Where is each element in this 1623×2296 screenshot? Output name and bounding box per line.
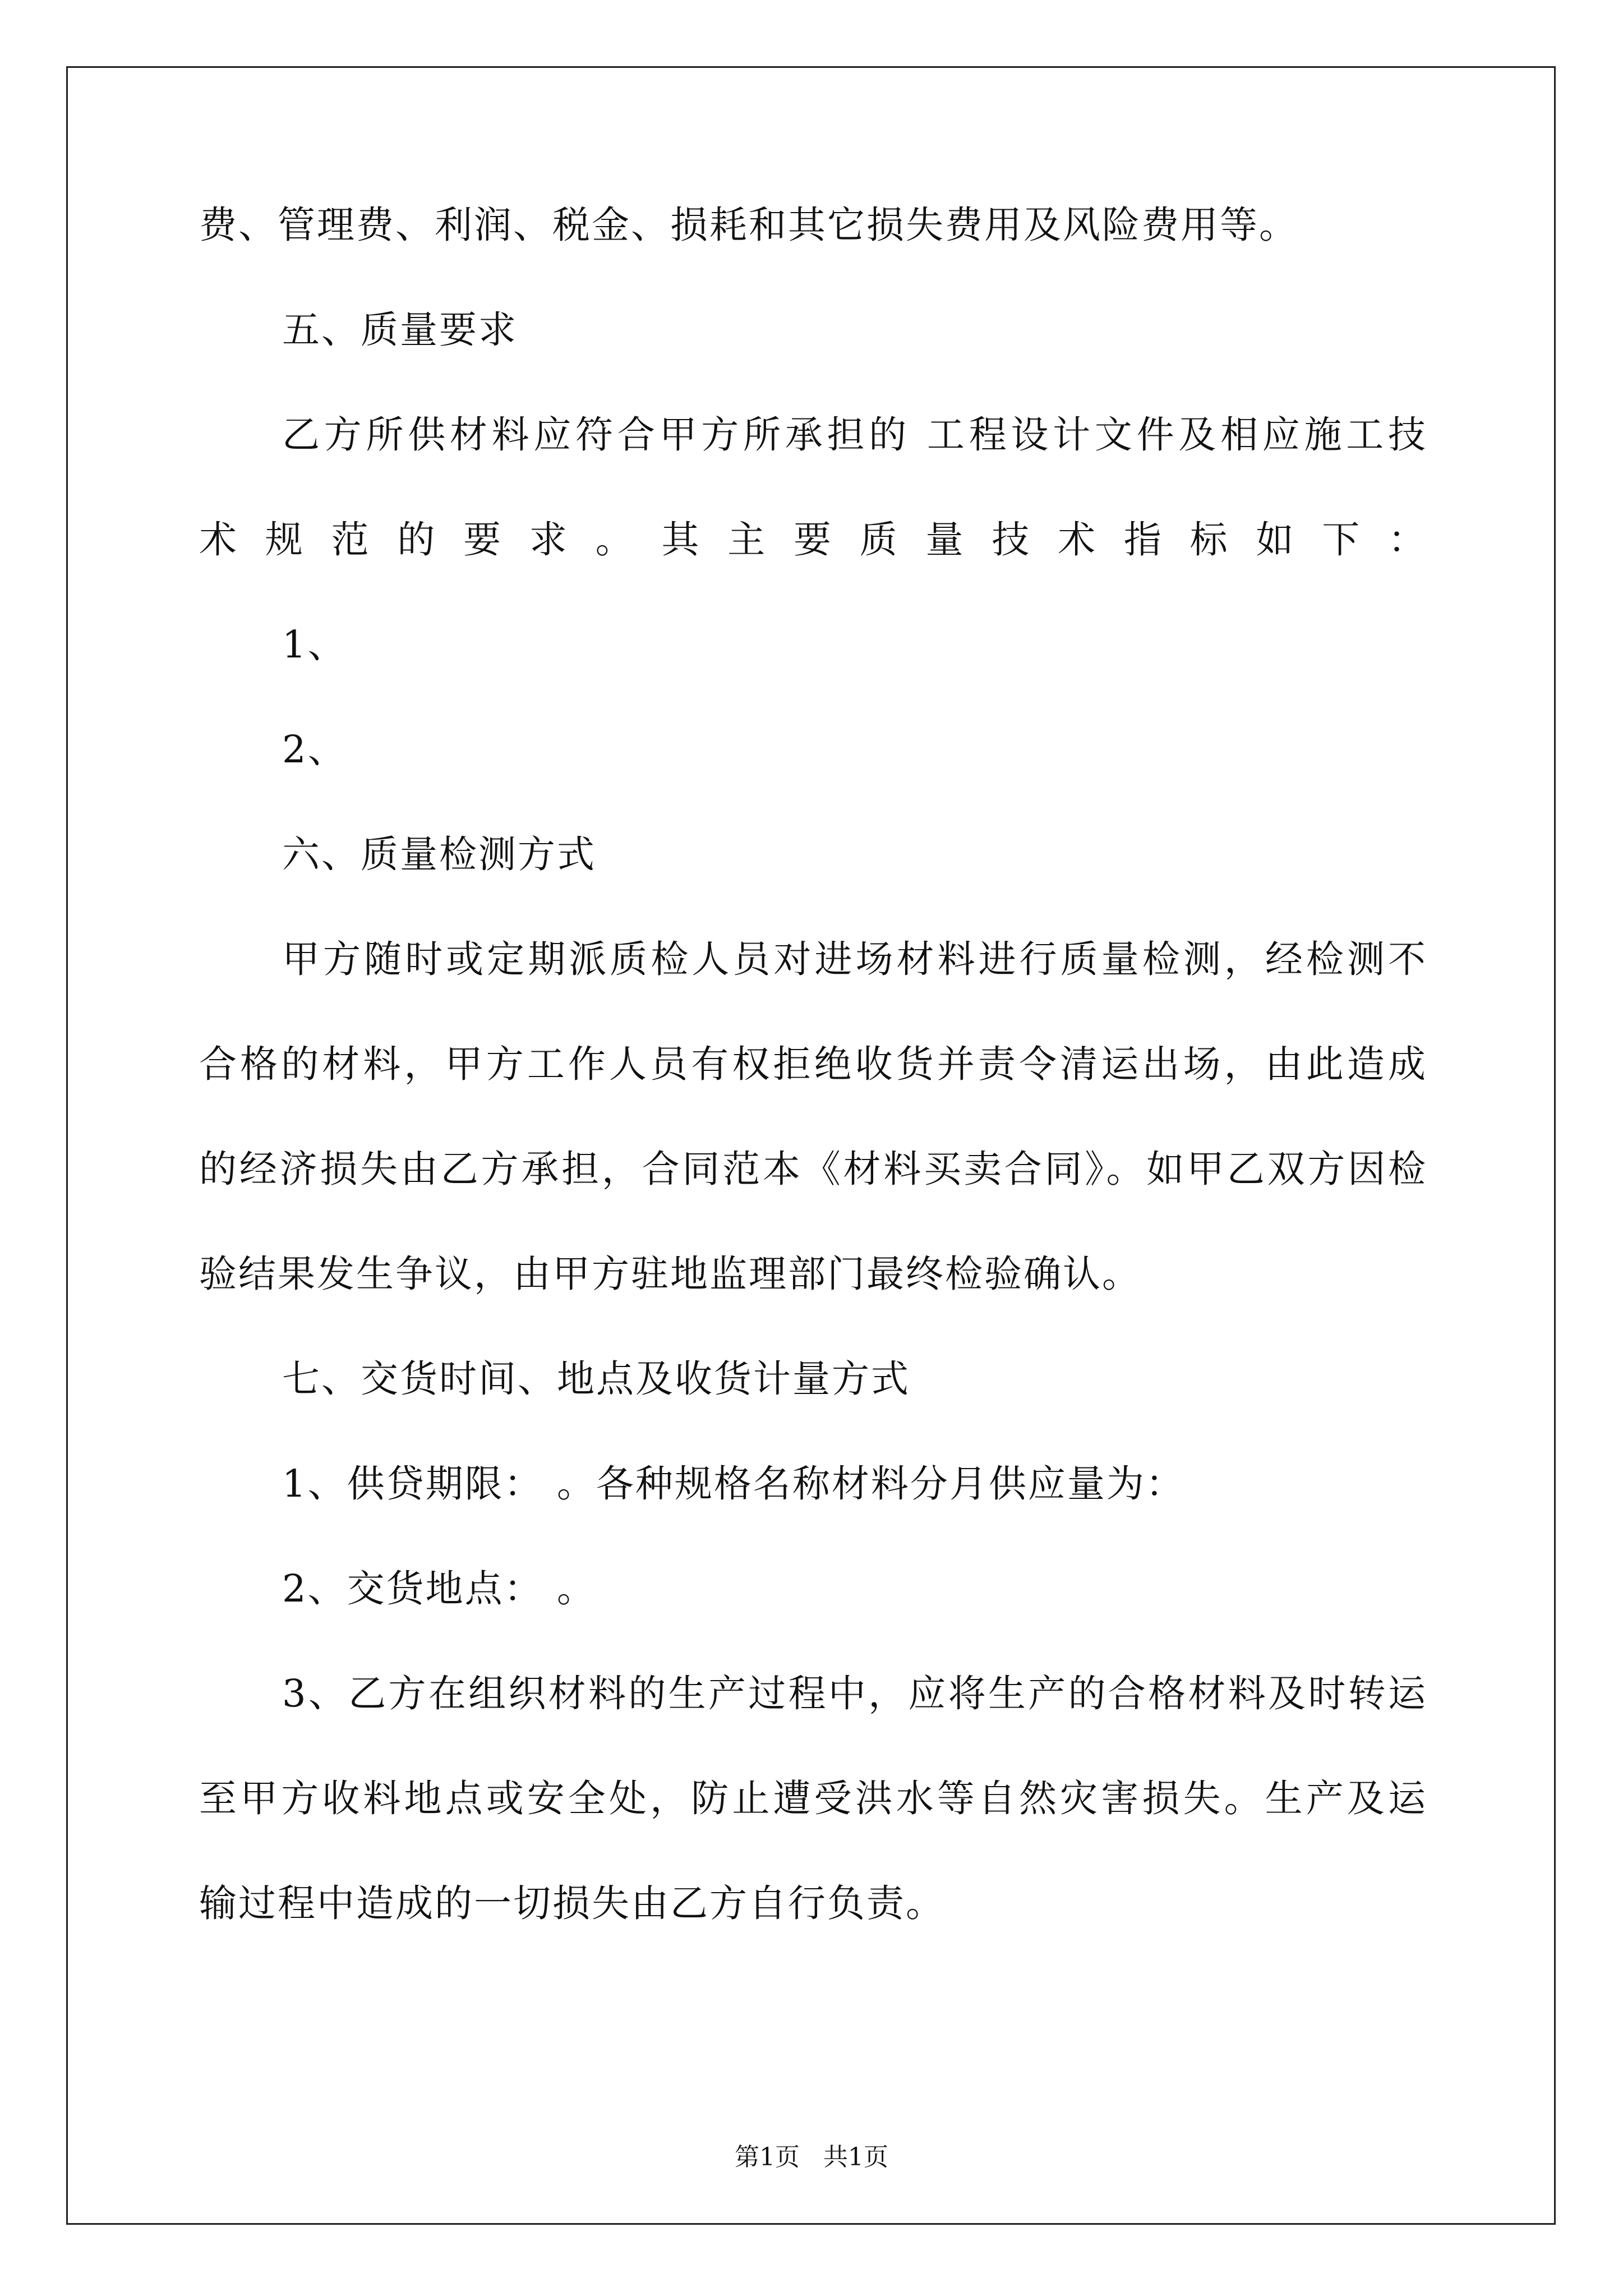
list-item-supply-period: 1、供贷期限： 。各种规格名称材料分月供应量为： [282,1462,1185,1506]
paragraph-inspection-line-1: 甲方随时或定期派质检人员对进场材料进行质量检测，经检测不 [282,937,1427,981]
list-item-delivery-location: 2、交货地点： 。 [282,1567,596,1611]
paragraph-continued-cost-items: 费、管理费、利润、税金、损耗和其它损失费用及风险费用等。 [199,203,1298,247]
list-item-production-transport-line-3: 输过程中造成的一切损失由乙方自行负责。 [199,1881,945,1925]
list-item-quality-index-1: 1、 [282,623,347,666]
section-heading-delivery: 七、交货时间、地点及收货计量方式 [282,1357,910,1401]
paragraph-inspection-line-2: 合格的材料，甲方工作人员有权拒绝收货并责令清运出场，由此造成 [199,1042,1427,1086]
paragraph-quality-requirement-line-2: 术规范的要求。其主要质量技术指标如下： [199,518,1427,562]
list-item-quality-index-2: 2、 [282,728,347,771]
section-heading-quality-requirements: 五、质量要求 [282,308,518,352]
paragraph-quality-requirement-line-1: 乙方所供材料应符合甲方所承担的 工程设计文件及相应施工技 [282,413,1427,457]
list-item-production-transport-line-2: 至甲方收料地点或安全处，防止遭受洪水等自然灾害损失。生产及运 [199,1777,1427,1820]
paragraph-inspection-line-3: 的经济损失由乙方承担，合同范本《材料买卖合同》。如甲乙双方因检 [199,1147,1427,1191]
page-number-footer: 第1页 共1页 [735,2143,888,2171]
paragraph-inspection-line-4: 验结果发生争议，由甲方驻地监理部门最终检验确认。 [199,1252,1141,1296]
section-heading-quality-inspection: 六、质量检测方式 [282,832,596,876]
list-item-production-transport-line-1: 3、乙方在组织材料的生产过程中，应将生产的合格材料及时转运 [282,1672,1427,1715]
